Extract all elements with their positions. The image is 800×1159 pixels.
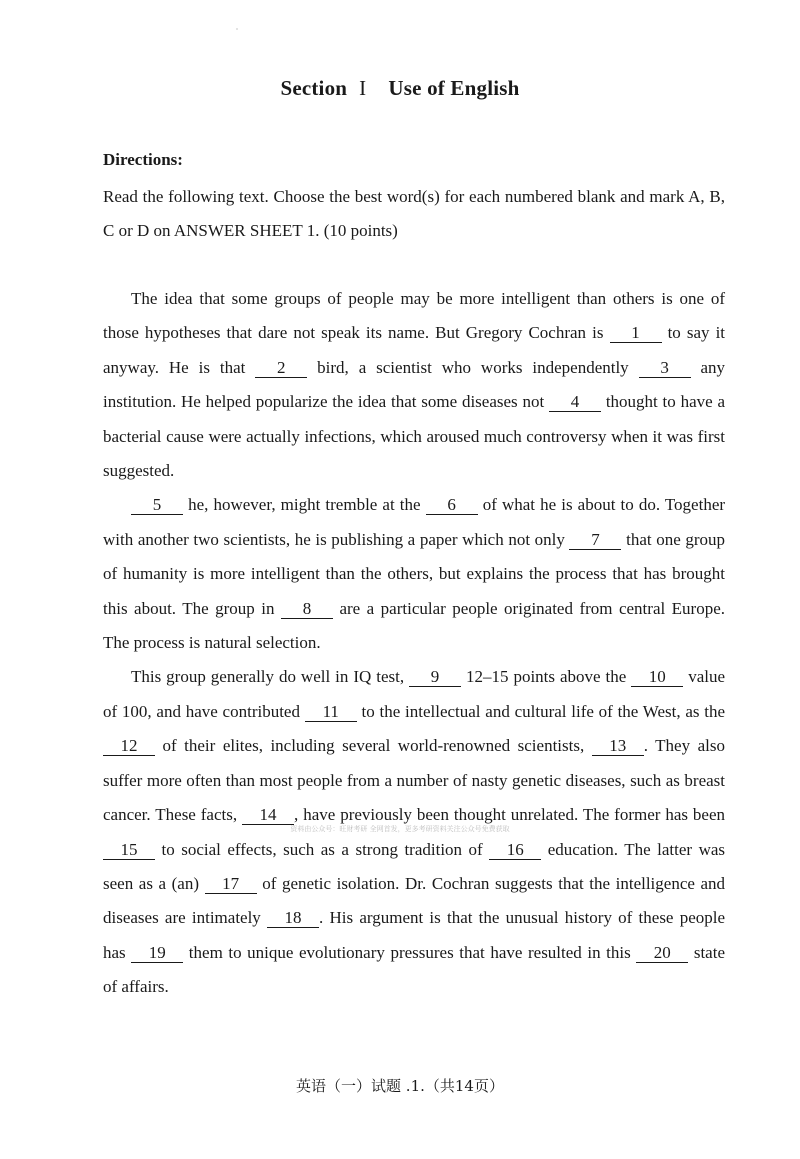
section-name: Use of English bbox=[388, 76, 520, 100]
passage-paragraph-2 bbox=[103, 488, 725, 660]
passage-paragraph-1 bbox=[103, 282, 725, 488]
directions-heading: Directions: bbox=[103, 150, 183, 169]
section-word: Section bbox=[280, 76, 348, 100]
passage-text: of what he is about to do. Together with another two scientists, he is publishing a paper which not only bbox=[103, 495, 726, 549]
passage-text: . His argument is that the unusual history of these people has bbox=[103, 908, 726, 962]
section-number: I bbox=[359, 76, 367, 100]
blank-20: 20 bbox=[636, 944, 688, 963]
passage-text: 12–15 points above the bbox=[466, 667, 627, 687]
blank-7: 7 bbox=[569, 531, 621, 550]
passage-text: , have previously been thought unrelated. The former has been bbox=[294, 805, 726, 825]
blank-17: 17 bbox=[205, 875, 257, 894]
scan-speck bbox=[236, 28, 238, 30]
passage-text: value of 100, and have contributed bbox=[103, 667, 726, 721]
blank-10: 10 bbox=[631, 668, 683, 687]
blank-2: 2 bbox=[255, 359, 307, 378]
blank-5: 5 bbox=[131, 496, 183, 515]
passage-text: The idea that some groups of people may be more intelligent than others is one of those hypotheses that dare not speak its name. But Gregory Cochran is bbox=[103, 289, 725, 343]
watermark-text: 资料由公众号：旺财考研 全网首发，更多考研资料关注公众号免费获取 bbox=[290, 825, 510, 833]
blank-1: 1 bbox=[610, 324, 662, 343]
cloze-passage bbox=[103, 282, 725, 1005]
passage-text: This group generally do well in IQ test, bbox=[131, 667, 405, 687]
blank-16: 16 bbox=[489, 841, 541, 860]
blank-13: 13 bbox=[592, 737, 644, 756]
blank-6: 6 bbox=[426, 496, 478, 515]
section-title bbox=[0, 76, 800, 101]
passage-text: bird, a scientist who works independently bbox=[317, 357, 629, 377]
passage-text: of genetic isolation. Dr. Cochran suggests that the intelligence and diseases are intimately bbox=[103, 873, 726, 928]
passage-text: thought to have a bacterial cause were actually infections, which aroused much controversy when it was first suggested. bbox=[103, 392, 726, 481]
blank-12: 12 bbox=[103, 737, 155, 756]
page-footer: 英语（一）试题 .1.（共14页） bbox=[296, 1077, 504, 1095]
passage-text: he, however, might tremble at the bbox=[188, 495, 421, 515]
blank-19: 19 bbox=[131, 944, 183, 963]
blank-14: 14 bbox=[242, 806, 294, 825]
blank-4: 4 bbox=[549, 393, 601, 412]
blank-18: 18 bbox=[267, 909, 319, 928]
passage-text: state of affairs. bbox=[103, 942, 725, 997]
passage-text: education. The latter was seen as a (an) bbox=[103, 839, 726, 893]
directions-text: Read the following text. Choose the best word(s) for each numbered blank and mark A, B, C or D on ANSWER SHEET 1. (10 points) bbox=[103, 187, 725, 240]
passage-text: . They also suffer more often than most people from a number of nasty genetic diseases, such as breast cancer. These facts, bbox=[103, 736, 725, 825]
blank-11: 11 bbox=[305, 703, 357, 722]
passage-text: that one group of humanity is more intelligent than the others, but explains the process that has brought this about. The group in bbox=[103, 529, 725, 618]
blank-8: 8 bbox=[281, 600, 333, 619]
passage-text: of their elites, including several world-renowned scientists, bbox=[162, 736, 585, 756]
passage-text: them to unique evolutionary pressures that have resulted in this bbox=[188, 942, 631, 962]
passage-text: to social effects, such as a strong tradition of bbox=[161, 839, 483, 859]
passage-text: to the intellectual and cultural life of the West, as the bbox=[361, 701, 726, 721]
passage-text: any institution. He helped popularize the idea that some diseases not bbox=[103, 357, 726, 412]
passage-text: are a particular people originated from central Europe. The process is natural selection. bbox=[103, 598, 726, 653]
blank-15: 15 bbox=[103, 841, 155, 860]
blank-3: 3 bbox=[639, 359, 691, 378]
passage-text: to say it anyway. He is that bbox=[103, 323, 726, 377]
blank-9: 9 bbox=[409, 668, 461, 687]
